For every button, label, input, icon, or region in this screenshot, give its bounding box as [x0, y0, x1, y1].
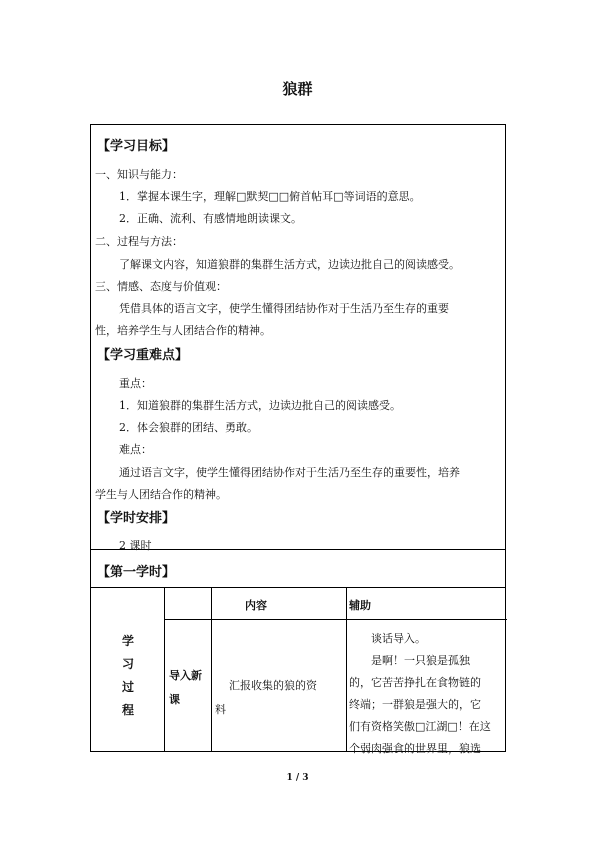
difficulties-line: 重点： — [119, 377, 152, 390]
difficulties-line: 学生与人团结合作的精神。 — [95, 488, 227, 501]
step-content-line: 料 — [215, 703, 226, 716]
objectives-line: 凭借具体的语言文字，使学生懂得团结协作对于生活乃至生存的重要 — [119, 302, 449, 315]
column-divider — [346, 588, 347, 752]
step-assist-line: 的，它苦苦挣扎在食物链的 — [349, 676, 481, 689]
objectives-line: 1．掌握本课生字，理解□默契□□俯首帖耳□等词语的意思。 — [119, 190, 421, 203]
column-divider — [164, 588, 165, 752]
objectives-line: 一、知识与能力： — [95, 168, 183, 181]
process-row-label-char: 习 — [121, 657, 134, 671]
objectives-line: 三、情感、态度与价值观： — [95, 280, 227, 293]
step-assist-line: 是啊！一只狼是孤独 — [371, 654, 470, 667]
difficulties-line: 难点： — [119, 443, 152, 456]
column-divider — [211, 588, 212, 752]
schedule-value: 2 课时 — [119, 539, 152, 552]
column-header-assist: 辅助 — [349, 599, 371, 612]
step-content — [215, 674, 317, 722]
difficulties-line: 通过语言文字，使学生懂得团结协作对于生活乃至生存的重要性，培养 — [119, 466, 460, 479]
difficulties-line: 2．体会狼群的团结、勇敢。 — [119, 421, 258, 434]
step-assist-line: 个弱肉强食的世界里，狼选 — [349, 742, 481, 755]
column-header-content: 内容 — [245, 599, 267, 612]
objectives-line: 了解课文内容，知道狼群的集群生活方式，边读边批自己的阅读感受。 — [119, 258, 460, 271]
step-content-line: 汇报收集的狼的资 — [229, 679, 317, 692]
page-title: 狼群 — [282, 80, 313, 98]
difficulties-line: 1．知道狼群的集群生活方式，边读边批自己的阅读感受。 — [119, 399, 401, 412]
objectives-line: 2．正确、流利、有感情地朗读课文。 — [119, 212, 302, 225]
overview-section — [90, 124, 506, 550]
step-assist-line: 谈话导入。 — [371, 632, 426, 645]
step-assist-line: 们有资格笑傲□江湖□！在这 — [349, 720, 491, 733]
objectives-line: 二、过程与方法： — [95, 235, 183, 248]
step-label-line: 课 — [169, 693, 180, 706]
process-row-label-char: 学 — [121, 634, 134, 648]
difficulties-heading: 【学习重难点】 — [97, 348, 189, 363]
schedule-heading: 【学时安排】 — [97, 511, 176, 526]
objectives-line: 性，培养学生与人团结合作的精神。 — [95, 324, 271, 337]
lesson-plan-table — [90, 124, 506, 755]
process-row-label — [120, 630, 136, 722]
step-assist-line: 终端；一群狼是强大的，它 — [349, 698, 481, 711]
step-label-line: 导入新 — [169, 669, 202, 682]
process-row-label-char: 程 — [121, 703, 134, 717]
step-assist — [349, 628, 504, 760]
page-number: 1 / 3 — [286, 773, 309, 783]
process-row-label-char: 过 — [121, 680, 134, 694]
first-period-heading: 【第一学时】 — [97, 565, 176, 580]
process-table — [90, 588, 506, 755]
step-label — [169, 664, 202, 712]
objectives-heading: 【学习目标】 — [97, 139, 176, 154]
first-period-section — [90, 550, 506, 588]
row-divider — [164, 619, 507, 620]
